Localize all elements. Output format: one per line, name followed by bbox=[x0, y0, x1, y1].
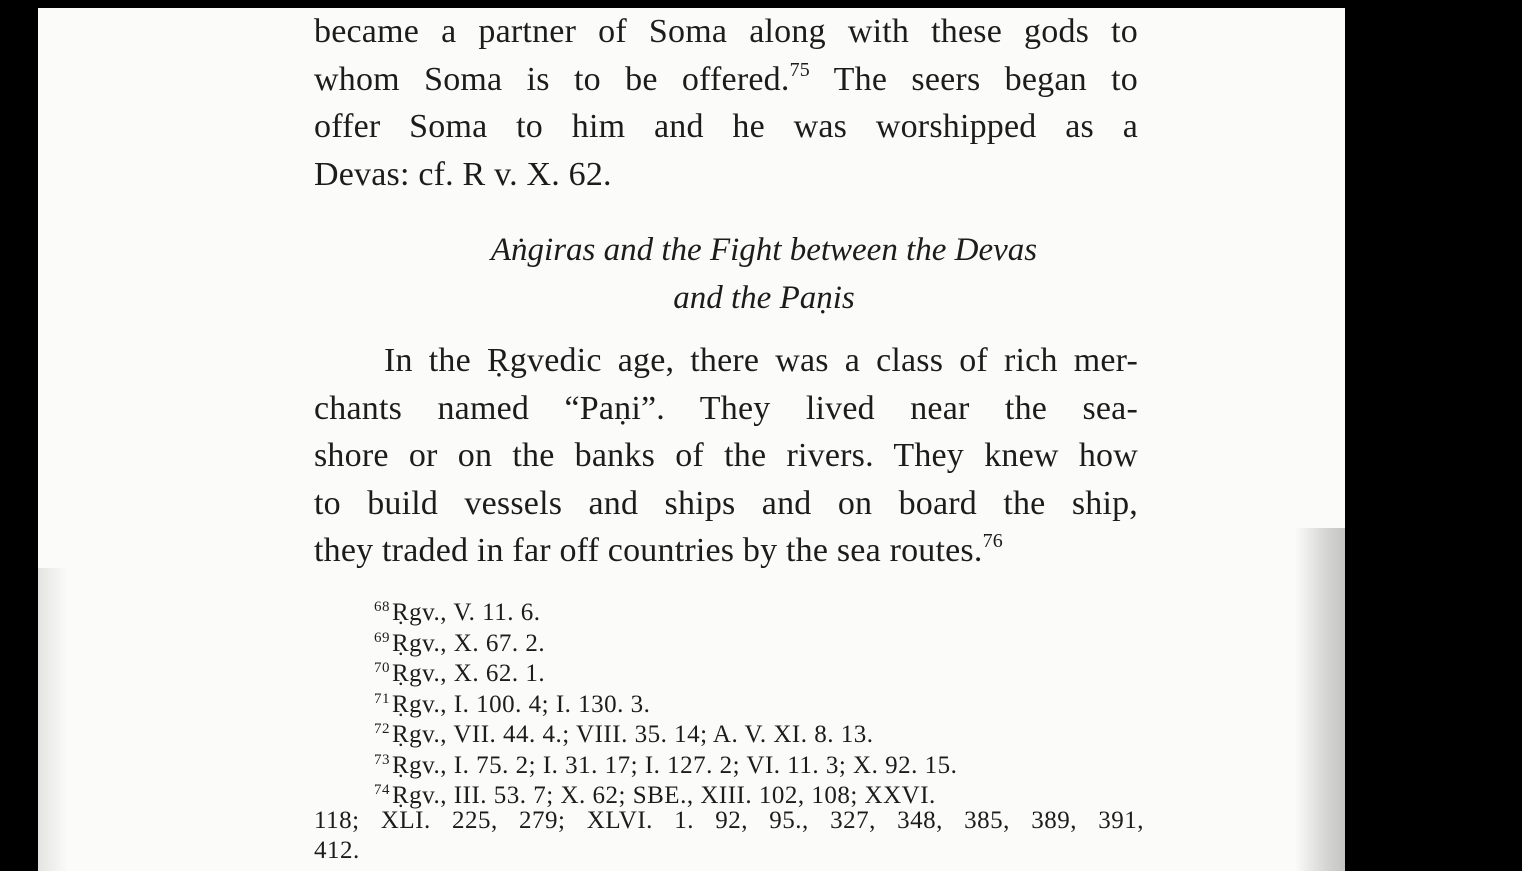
footnote bbox=[314, 653, 1144, 687]
footnote-reference: 76 bbox=[982, 530, 1003, 552]
paragraph bbox=[314, 337, 1138, 575]
text-segment: they traded in far off countries by the sea routes. bbox=[314, 532, 983, 569]
footnote bbox=[314, 775, 1144, 809]
text-line: In the Ṛgvedic age, there was a class of rich mer- bbox=[384, 342, 1138, 379]
paragraph-continued bbox=[314, 8, 1138, 198]
footnote-number: 74 bbox=[374, 782, 390, 798]
footnote-number: 69 bbox=[374, 629, 390, 646]
footnote-text: Ṛgv., I. 75. 2; I. 31. 17; I. 127. 2; VI. 11. 3; X. 92. 15. bbox=[392, 751, 958, 779]
footnote-text: Ṛgv., III. 53. 7; X. 62; SBE., XIII. 102, 108; XXVI. bbox=[392, 782, 936, 809]
text-segment: The seers began to bbox=[833, 60, 1138, 98]
text-line: offer Soma to him and he was worshipped as a bbox=[314, 108, 1138, 145]
footnote-text: Ṛgv., VII. 44. 4.; VIII. 35. 14; A. V. XI. 8. 13. bbox=[392, 721, 874, 748]
section-heading bbox=[314, 226, 1214, 322]
heading-line: Aṅgiras and the Fight between the Devas bbox=[490, 232, 1038, 268]
footnote-number: 72 bbox=[374, 721, 390, 737]
text-line: Devas: cf. R v. X. 62. bbox=[314, 155, 612, 193]
footnote bbox=[314, 623, 1144, 657]
footnotes bbox=[314, 592, 1144, 867]
footnote bbox=[314, 714, 1144, 748]
heading-line: and the Paṇis bbox=[673, 280, 855, 316]
footnote-text: Ṛgv., V. 11. 6. bbox=[392, 599, 541, 626]
footnote-reference: 75 bbox=[789, 58, 810, 81]
footnote-number: 71 bbox=[374, 690, 390, 707]
footnote-text: Ṛgv., I. 100. 4; I. 130. 3. bbox=[392, 690, 651, 718]
footnote-number: 68 bbox=[374, 599, 390, 615]
footnote-continuation: 412. bbox=[314, 837, 360, 864]
footnote-continuation: 118; XLI. 225, 279; XLVI. 1. 92, 95., 327, 348, 385, 389, 391, bbox=[314, 806, 1144, 834]
text-line: became a partner of Soma along with these gods to bbox=[314, 13, 1138, 50]
footnote-number: 70 bbox=[374, 660, 390, 676]
footnote bbox=[314, 745, 1144, 779]
footnote-text: Ṛgv., X. 67. 2. bbox=[392, 629, 546, 657]
footnote-text: Ṛgv., X. 62. 1. bbox=[392, 660, 546, 687]
text-line: to build vessels and ships and on board the ship, bbox=[314, 484, 1138, 522]
footnote bbox=[314, 684, 1144, 718]
scanned-page bbox=[38, 8, 1345, 871]
text-line: chants named “Paṇi”. They lived near the sea- bbox=[314, 389, 1138, 427]
text-line bbox=[314, 527, 1138, 575]
text-segment: whom Soma is to be offered. bbox=[314, 60, 790, 98]
footnote-number: 73 bbox=[374, 751, 390, 768]
footnote bbox=[314, 592, 1144, 626]
text-line: shore or on the banks of the rivers. They knew how bbox=[314, 437, 1138, 474]
text-line bbox=[314, 56, 1138, 104]
